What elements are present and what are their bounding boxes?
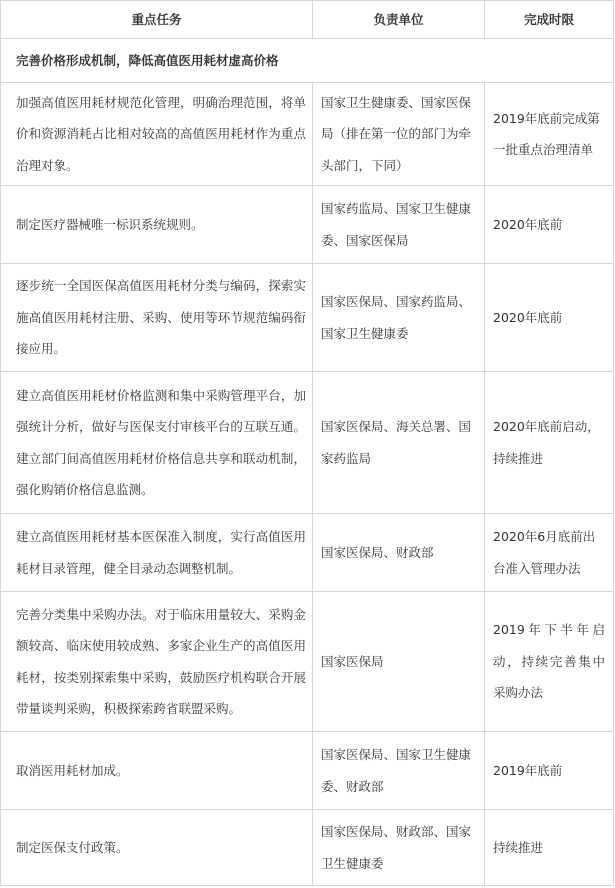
section-title: 完善价格形成机制，降低高值医用耗材虚高价格: [1, 39, 614, 83]
task-cell: 制定医保支付政策。: [1, 810, 313, 886]
header-row: [1, 1, 614, 39]
unit-cell: 国家卫生健康委、国家医保局（排在第一位的部门为牵头部门，下同）: [313, 83, 485, 186]
deadline-cell: 2020年底前: [485, 264, 614, 372]
task-cell: 完善分类集中采购办法。对于临床用量较大、采购金额较高、临床使用较成熟、多家企业生产的高值医用耗材，按类别探索集中采购，鼓励医疗机构联合开展带量谈判采购，积极探索跨省联盟采购。: [1, 592, 313, 732]
unit-cell: 国家医保局、国家药监局、国家卫生健康委: [313, 264, 485, 372]
section-row: [1, 39, 614, 83]
header-unit: 负责单位: [313, 1, 485, 39]
header-task: 重点任务: [1, 1, 313, 39]
deadline-cell: 持续推进: [485, 810, 614, 886]
deadline-cell: 2020年底前: [485, 186, 614, 264]
task-cell: 建立高值医用耗材价格监测和集中采购管理平台，加强统计分析，做好与医保支付审核平台的互联互通。建立部门间高值医用耗材价格信息共享和联动机制，强化购销价格信息监测。: [1, 372, 313, 514]
task-cell: 加强高值医用耗材规范化管理，明确治理范围，将单价和资源消耗占比相对较高的高值医用耗材作为重点治理对象。: [1, 83, 313, 186]
deadline-cell: 2019年底前: [485, 732, 614, 810]
table-row: [1, 810, 614, 886]
unit-cell: 国家医保局、国家卫生健康委、财政部: [313, 732, 485, 810]
task-cell: 制定医疗器械唯一标识系统规则。: [1, 186, 313, 264]
unit-cell: 国家医保局、财政部、国家卫生健康委: [313, 810, 485, 886]
task-cell: 建立高值医用耗材基本医保准入制度，实行高值医用耗材目录管理，健全目录动态调整机制。: [1, 514, 313, 592]
table-row: [1, 186, 614, 264]
table-row: [1, 592, 614, 732]
table-row: [1, 264, 614, 372]
deadline-cell: 2019年底前完成第一批重点治理清单: [485, 83, 614, 186]
deadline-cell: 2019年下半年启动，持续完善集中采购办法: [485, 592, 614, 732]
table-row: [1, 514, 614, 592]
header-deadline: 完成时限: [485, 1, 614, 39]
task-cell: 取消医用耗材加成。: [1, 732, 313, 810]
table-row: [1, 732, 614, 810]
task-cell: 逐步统一全国医保高值医用耗材分类与编码，探索实施高值医用耗材注册、采购、使用等环节规范编码衔接应用。: [1, 264, 313, 372]
unit-cell: 国家医保局、海关总署、国家药监局: [313, 372, 485, 514]
unit-cell: 国家医保局: [313, 592, 485, 732]
deadline-cell: 2020年6月底前出台准入管理办法: [485, 514, 614, 592]
deadline-cell: 2020年底前启动，持续推进: [485, 372, 614, 514]
unit-cell: 国家药监局、国家卫生健康委、国家医保局: [313, 186, 485, 264]
table-row: [1, 83, 614, 186]
unit-cell: 国家医保局、财政部: [313, 514, 485, 592]
table-row: [1, 372, 614, 514]
